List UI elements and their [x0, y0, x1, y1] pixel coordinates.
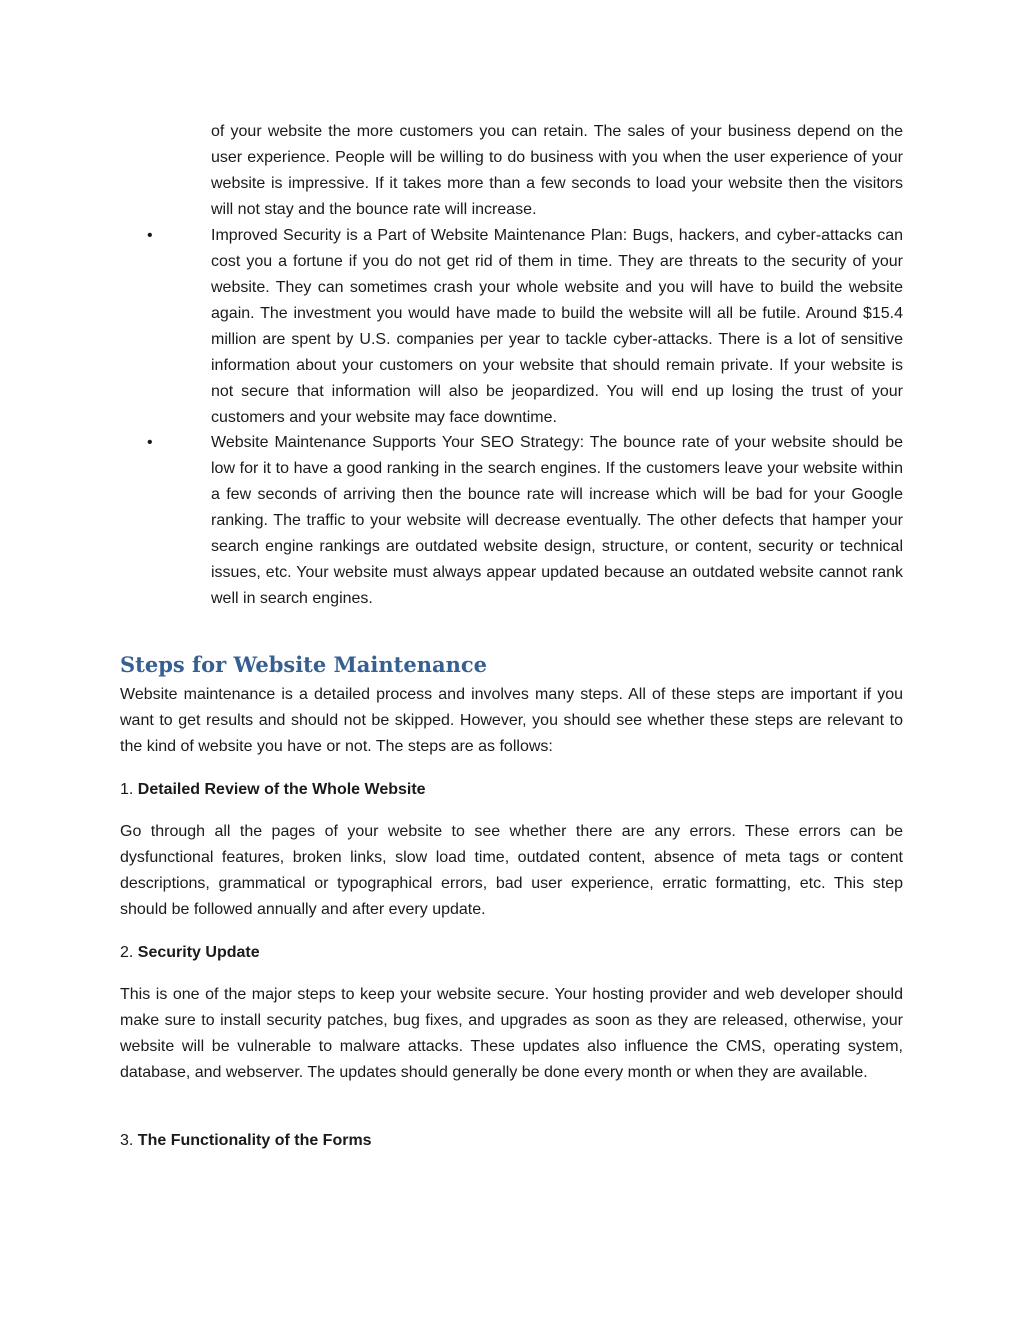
step-number: 2. [120, 944, 134, 961]
continued-paragraph: of your website the more customers you can retain. The sales of your business depend on the user experience. People will be willing to do business with you when the user experience of your website is impressive. If it takes more than a few seconds to load your website then the visitors will not stay and the bounce rate will increase. [211, 123, 903, 218]
bullet-text-seo: Website Maintenance Supports Your SEO Strategy: The bounce rate of your website should be low for it to have a good ranking in the search engines. If the customers leave your website within a few seconds of arriving then the bounce rate will increase which will be bad for your Google ranking. The traffic to your website will decrease eventually. The other defects that hamper your search engine rankings are outdated website design, structure, or content, security or technical issues, etc. Your website must always appear updated because an outdated website cannot rank well in search engines. [211, 434, 903, 607]
step-title-text: The Functionality of the Forms [137, 1132, 372, 1149]
section-heading: Steps for Website Maintenance [120, 652, 487, 677]
step-body-2: This is one of the major steps to keep your website secure. Your hosting provider and web developer should make sure to install security patches, bug fixes, and upgrades as soon as they are released, otherwise, your website will be vulnerable to malware attacks. These updates also influence the CMS, operating system, database, and webserver. The updates should generally be done every month or when they are available. [120, 986, 903, 1081]
section-intro: Website maintenance is a detailed process and involves many steps. All of these steps are important if you want to get results and should not be skipped. However, you should see whether these steps are relevant to the kind of website you have or not. The steps are as follows: [120, 686, 903, 755]
step-title-3 [120, 1128, 372, 1154]
bullet-symbol: • [147, 434, 153, 451]
step-body-1: Go through all the pages of your website to see whether there are any errors. These errors can be dysfunctional features, broken links, slow load time, outdated content, absence of meta tags or content descriptions, grammatical or typographical errors, bad user experience, erratic formatting, etc. This step should be followed annually and after every update. [120, 823, 903, 918]
step-title-text: Detailed Review of the Whole Website [137, 781, 426, 798]
step-title-2 [120, 940, 260, 966]
step-number: 3. [120, 1132, 134, 1149]
step-number: 1. [120, 781, 134, 798]
step-title-text: Security Update [137, 944, 260, 961]
bullet-symbol: • [147, 227, 153, 244]
step-title-1 [120, 777, 426, 803]
bullet-text-security: Improved Security is a Part of Website Maintenance Plan: Bugs, hackers, and cyber-attacks can cost you a fortune if you do not get rid of them in time. They are threats to the security of your website. They can sometimes crash your whole website and you will have to build the website again. The investment you would have made to build the website will all be futile. Around $15.4 million are spent by U.S. companies per year to tackle cyber-attacks. There is a lot of sensitive information about your customers on your website that should remain private. If your website is not secure that information will also be jeopardized. You will end up losing the trust of your customers and your website may face downtime. [211, 227, 903, 426]
